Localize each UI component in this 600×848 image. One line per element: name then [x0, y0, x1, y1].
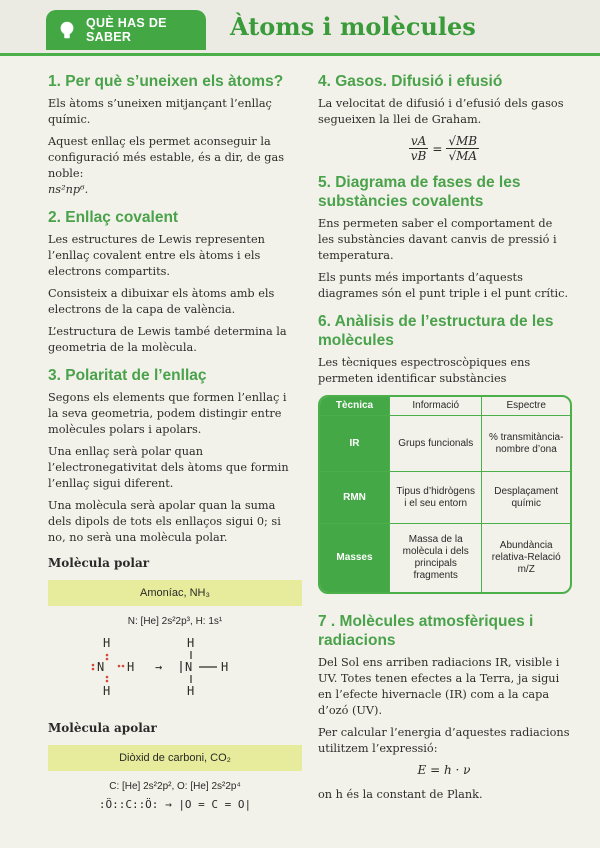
section-2 [48, 208, 300, 356]
lightbulb-icon [56, 19, 78, 41]
section-7-p2: Per calcular l’energia d’aquestes radiacions utilitzem l’expressió: [318, 726, 570, 755]
table-row [320, 524, 570, 592]
table-header: Informació [390, 397, 482, 416]
section-tab [46, 10, 206, 50]
section-7-p1: Del Sol ens arriben radiacions IR, visible i UV. Totes tenen efectes a la Terra, ja sigui en l’efecte hivernacle (IR) com a la capa d’ozó (UV). [318, 656, 560, 717]
lewis-arrow: → [155, 660, 163, 674]
ammonia-lewis-diagram [75, 633, 275, 703]
section-4-p1: La velocitat de difusió i d’efusió dels gasos segueixen la llei de Graham. [318, 97, 564, 126]
table-cell: Masses [320, 524, 390, 592]
tab-label-line1: QUÈ HAS DE [86, 16, 167, 30]
section-2-title: 2. Enllaç covalent [48, 209, 179, 226]
right-column [318, 72, 570, 813]
section-5-p1: Ens permeten saber el comportament de les substàncies davant canvis de pressió i temperatura. [318, 217, 557, 262]
co2-lewis-bonds: |O = C = O| [178, 798, 252, 811]
apolar-molecule-title: Molècula apolar [48, 721, 157, 735]
table-cell: IR [320, 416, 390, 472]
table-cell: % transmitància-nombre d’ona [482, 416, 570, 472]
apolar-molecule-config: C: [He] 2s²2p², O: [He] 2s²2p⁴ [109, 781, 241, 792]
section-6 [318, 312, 570, 594]
mass-a: √MA [448, 149, 478, 163]
apolar-molecule-name: Diòxid de carboni, CO₂ [48, 745, 302, 771]
polar-molecule-name: Amoníac, NH₃ [48, 580, 302, 606]
polar-molecule-title: Molècula polar [48, 556, 150, 570]
section-1-p1: Els àtoms s’uneixen mitjançant l’enllaç químic. [48, 97, 272, 126]
section-3-p2: Una enllaç serà polar quan l’electronegativitat dels àtoms que formin l’enllaç sigui diferent. [48, 445, 289, 490]
page-title: Àtoms i molècules [230, 12, 476, 41]
noble-gas-config: ns²np⁶. [48, 183, 89, 196]
polar-molecule-config: N: [He] 2s²2p³, H: 1s¹ [127, 616, 223, 627]
section-5 [318, 173, 570, 302]
table-header: Tècnica [320, 397, 390, 416]
section-7-p3: on h és la constant de Plank. [318, 788, 483, 801]
lewis-h-right-right: H [221, 660, 229, 674]
co2-lewis-arrow: → [165, 798, 172, 811]
section-1-p2-text: Aquest enllaç els permet aconseguir la configuració més estable, és a dir, de gas noble: [48, 135, 285, 180]
section-2-p2: Consisteix a dibuixar els àtoms amb els electrons de la capa de valència. [48, 287, 275, 316]
polar-molecule-box [48, 580, 302, 703]
section-7-title: 7 . Molècules atmosfèriques i radiacions [318, 613, 534, 649]
left-column [48, 72, 300, 817]
section-1-p2 [48, 134, 300, 198]
mass-b: √MB [448, 134, 478, 148]
lewis-n-left: N [97, 660, 105, 674]
table-cell: Grups funcionals [390, 416, 482, 472]
table-row [320, 472, 570, 524]
section-6-title: 6. Anàlisis de l’estructura de les molècules [318, 313, 554, 349]
velocity-b: vB [410, 149, 427, 163]
lewis-n-right: N [185, 660, 193, 674]
lewis-h-top-right: H [187, 636, 195, 650]
section-2-p1: Les estructures de Lewis representen l’enllaç covalent entre els àtoms i els electrons compartits. [48, 233, 265, 278]
section-1 [48, 72, 300, 198]
techniques-table [318, 395, 572, 594]
velocity-ratio [409, 134, 428, 163]
section-7 [318, 612, 570, 803]
table-cell: Abundància relativa-Relació m/Z [491, 540, 561, 575]
velocity-a: vA [410, 134, 427, 148]
lewis-h-top-left: H [103, 636, 111, 650]
page-header [0, 0, 600, 56]
equals-sign: = [432, 141, 443, 156]
table-header: Espectre [482, 397, 570, 416]
lewis-h-bottom-left: H [103, 684, 111, 698]
table-cell: Massa de la molècula i dels principals fragments [390, 524, 482, 592]
mass-ratio [446, 134, 479, 163]
table-cell: Tipus d’hidrògens i el seu entorn [390, 472, 482, 524]
section-1-title: 1. Per què s’uneixen els àtoms? [48, 73, 284, 90]
table-row [320, 416, 570, 472]
section-tab-label [86, 16, 167, 44]
section-3-p1: Segons els elements que formen l’enllaç i la seva geometria, podem distingir entre molècules polars i apolars. [48, 391, 287, 436]
section-3-title: 3. Polaritat de l’enllaç [48, 367, 207, 384]
lewis-h-bottom-right: H [187, 684, 195, 698]
section-2-p3: L’estructura de Lewis també determina la geometria de la molècula. [48, 325, 287, 354]
lewis-h-right-left: H [127, 660, 135, 674]
section-4 [318, 72, 570, 163]
co2-lewis-diagram [48, 798, 302, 811]
tab-label-line2: SABER [86, 30, 132, 44]
table-header-row [320, 397, 570, 416]
table-cell: Desplaçament químic [482, 472, 570, 524]
section-3 [48, 366, 300, 546]
section-4-title: 4. Gasos. Difusió i efusió [318, 73, 503, 90]
section-3-p3: Una molècula serà apolar quan la suma dels dipols de tots els enllaços sigui 0; si no, no serà una molècula polar. [48, 499, 281, 544]
co2-lewis-dots: :Ö::C::Ö: [98, 798, 159, 811]
energy-formula: E = h · ν [417, 763, 471, 777]
apolar-molecule-box [48, 745, 302, 811]
section-5-title: 5. Diagrama de fases de les substàncies covalents [318, 174, 521, 210]
graham-law-formula [318, 134, 570, 163]
section-6-p1: Les tècniques espectroscòpiques ens permeten identificar substàncies [318, 356, 531, 385]
table-cell: RMN [320, 472, 390, 524]
section-5-p2: Els punts més importants d’aquests diagrames són el punt triple i el punt crític. [318, 271, 569, 300]
